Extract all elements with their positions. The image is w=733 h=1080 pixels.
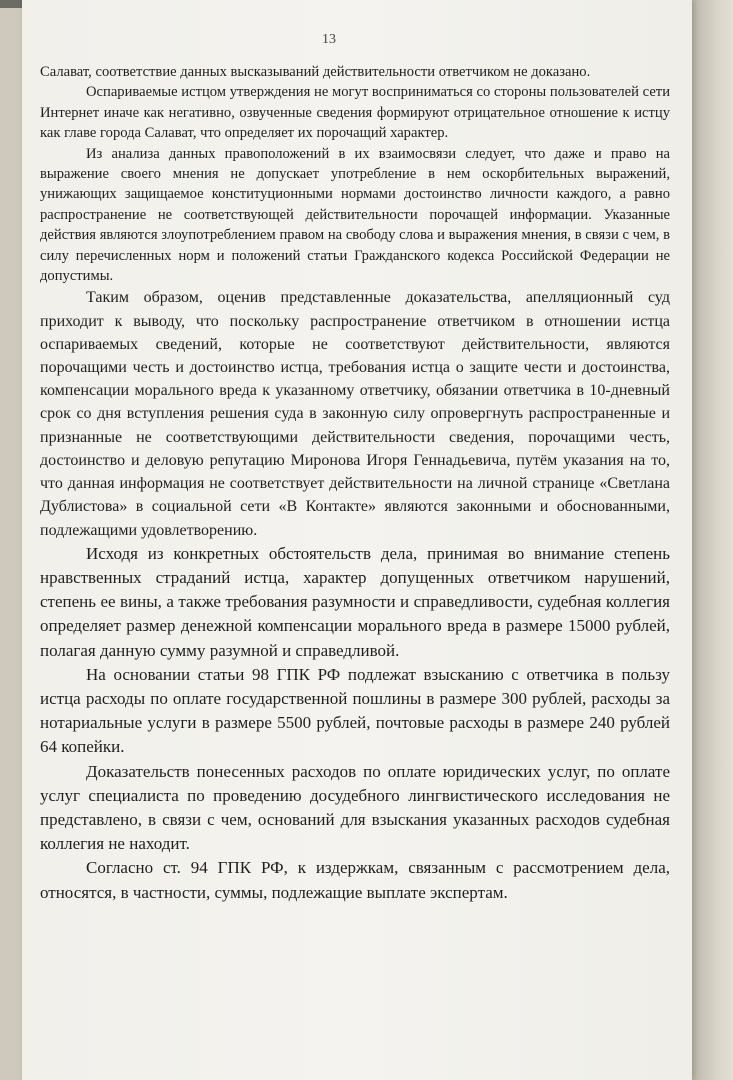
page-shadow	[692, 0, 733, 1080]
page-number: 13	[322, 32, 336, 47]
document-page	[22, 0, 692, 1080]
document-body	[40, 62, 670, 905]
paragraph: Из анализа данных правоположений в их взаимосвязи следует, что даже и право на выражение своего мнения не допускает употребление в нем оскорбительных выражений, унижающих защищаемое конституционными нормами достоинство личности каждого, а равно распространение не соответствующей действительности порочащей информации. Указанные действия являются злоупотреблением правом на свободу слова и выражения мнения, в связи с чем, в силу перечисленных норм и положений статьи Гражданского кодекса Российской Федерации не допустимы.	[40, 145, 670, 285]
paragraph: На основании статьи 98 ГПК РФ подлежат взысканию с ответчика в пользу истца расходы по оплате государственной пошлины в размере 300 рублей, расходы за нотариальные услуги в размере 5500 рублей, почтовые расходы в размере 240 рублей 64 копейки.	[40, 664, 670, 757]
paragraph: Таким образом, оценив представленные доказательства, апелляционный суд приходит к выводу, что поскольку распространение ответчиком в отношении истца оспариваемых сведений, которые не соответствуют действительности, являются порочащими честь и достоинство истца, требования истца о защите чести и достоинства, компенсации морального вреда к указанному ответчику, обязании ответчика в 10-дневный срок со дня вступления решения суда в законную силу опровергнуть распространенные и признанные не соответствующими действительности сведения, порочащими честь, достоинство и деловую репутацию Миронова Игоря Геннадьевича, путём указания на то, что данная информация не соответствует действительности на личной странице «Светлана Дублистова» в социальной сети «В Контакте» являются законными и обоснованными, подлежащими удовлетворению.	[40, 289, 670, 539]
paragraph: Доказательств понесенных расходов по оплате юридических услуг, по оплате услуг специалиста по проведению досудебного лингвистического исследования не представлено, в связи с чем, оснований для взыскания указанных расходов судебная коллегия не находит.	[40, 761, 670, 854]
paragraph: Согласно ст. 94 ГПК РФ, к издержкам, связанным с рассмотрением дела, относятся, в частности, суммы, подлежащие выплате экспертам.	[40, 858, 670, 902]
paragraph: Салават, соответствие данных высказываний действительности ответчиком не доказано.	[40, 64, 591, 80]
paragraph: Оспариваемые истцом утверждения не могут восприниматься со стороны пользователей сети Интернет иначе как негативно, озвученные сведения формируют отрицательное отношение к истцу как главе города Салават, что определяет их порочащий характер.	[40, 84, 670, 142]
paragraph: Исходя из конкретных обстоятельств дела, принимая во внимание степень нравственных страданий истца, характер допущенных ответчиком нарушений, степень ее вины, а также требования разумности и справедливости, судебная коллегия определяет размер денежной компенсации морального вреда в размере 15000 рублей, полагая данную сумму разумной и справедливой.	[40, 543, 670, 660]
